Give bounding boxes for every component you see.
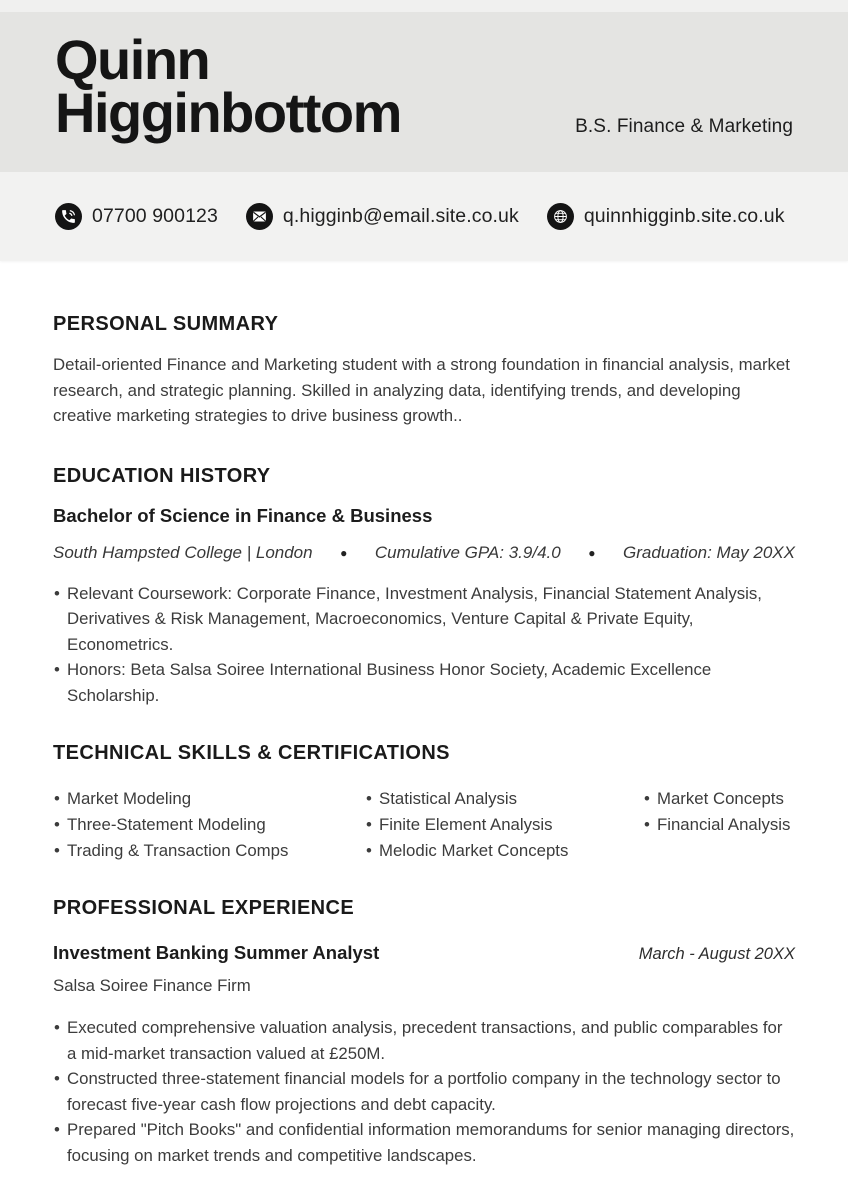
bullet-separator-icon [588, 546, 595, 560]
skills-column-3 [643, 786, 795, 864]
education-gpa: Cumulative GPA: 3.9/4.0 [374, 542, 561, 562]
contact-email [246, 203, 519, 230]
section-heading-education-history: EDUCATION HISTORY [53, 464, 271, 487]
resume-body [0, 314, 848, 1168]
section-heading-technical-skills: TECHNICAL SKILLS & CERTIFICATIONS [53, 742, 450, 764]
candidate-name-line1: Quinn [55, 28, 210, 91]
website-url: quinnhigginb.site.co.uk [583, 205, 785, 227]
education-bullet-list [53, 581, 795, 709]
candidate-name-line2: Higginbottom [55, 81, 401, 144]
personal-summary-text: Detail-oriented Finance and Marketing student with a strong foundation in financial analysis, market research, and strategic planning. Skilled in analyzing data, identifying trends, and developing creative marketing strategies to drive business growth.. [53, 355, 790, 425]
education-bullet: • Relevant Coursework: Corporate Finance, Investment Analysis, Financial Statement Analysis, Derivatives & Risk Management, Macroeconomics, Venture Capital & Private Equity, Econometrics. [53, 581, 795, 658]
email-address: q.higginb@email.site.co.uk [282, 205, 519, 227]
resume-header [0, 12, 848, 172]
skill-item: • Trading & Transaction Comps [53, 838, 365, 864]
globe-icon [547, 203, 574, 230]
skills-column-2 [365, 786, 643, 864]
skill-item: • Financial Analysis [643, 812, 795, 838]
bullet-separator-icon [340, 546, 347, 560]
job-dates: March - August 20XX [638, 945, 795, 963]
skill-item: • Market Concepts [643, 786, 795, 812]
job-header-row [53, 942, 795, 964]
experience-bullet: • Constructed three-statement financial models for a portfolio company in the technology sector to forecast five-year cash flow projections and debt capacity. [53, 1066, 795, 1117]
company-name: Salsa Soiree Finance Firm [53, 976, 251, 995]
contact-website [547, 203, 785, 230]
skill-item: • Statistical Analysis [365, 786, 643, 812]
candidate-name [55, 28, 401, 144]
education-school: South Hampsted College | London [53, 542, 313, 562]
skill-item: • Finite Element Analysis [365, 812, 643, 838]
experience-bullet-list [53, 1015, 795, 1168]
phone-icon [55, 203, 82, 230]
skills-grid [53, 786, 795, 864]
page-top-strip [0, 0, 848, 12]
experience-bullet: • Prepared "Pitch Books" and confidential information memorandums for senior managing directors, focusing on market trends and competitive landscapes. [53, 1117, 795, 1168]
contact-phone [55, 203, 218, 230]
section-heading-personal-summary: PERSONAL SUMMARY [53, 313, 279, 335]
email-icon [246, 203, 273, 230]
education-bullet: • Honors: Beta Salsa Soiree International Business Honor Society, Academic Excellence Scholarship. [53, 657, 795, 708]
skill-item: • Market Modeling [53, 786, 365, 812]
skill-item: • Three-Statement Modeling [53, 812, 365, 838]
degree-subtitle: B.S. Finance & Marketing [575, 116, 793, 137]
education-meta-row [53, 543, 795, 563]
education-degree-title: Bachelor of Science in Finance & Business [53, 504, 433, 526]
phone-number: 07700 900123 [92, 205, 218, 227]
section-heading-professional-experience: PROFESSIONAL EXPERIENCE [53, 897, 355, 919]
experience-bullet: • Executed comprehensive valuation analysis, precedent transactions, and public comparables for a mid-market transaction valued at £250M. [53, 1015, 795, 1066]
job-title: Investment Banking Summer Analyst [53, 942, 380, 963]
contact-bar [0, 172, 848, 261]
skill-item: • Melodic Market Concepts [365, 838, 643, 864]
skills-column-1 [53, 786, 365, 864]
education-graduation: Graduation: May 20XX [623, 542, 795, 562]
